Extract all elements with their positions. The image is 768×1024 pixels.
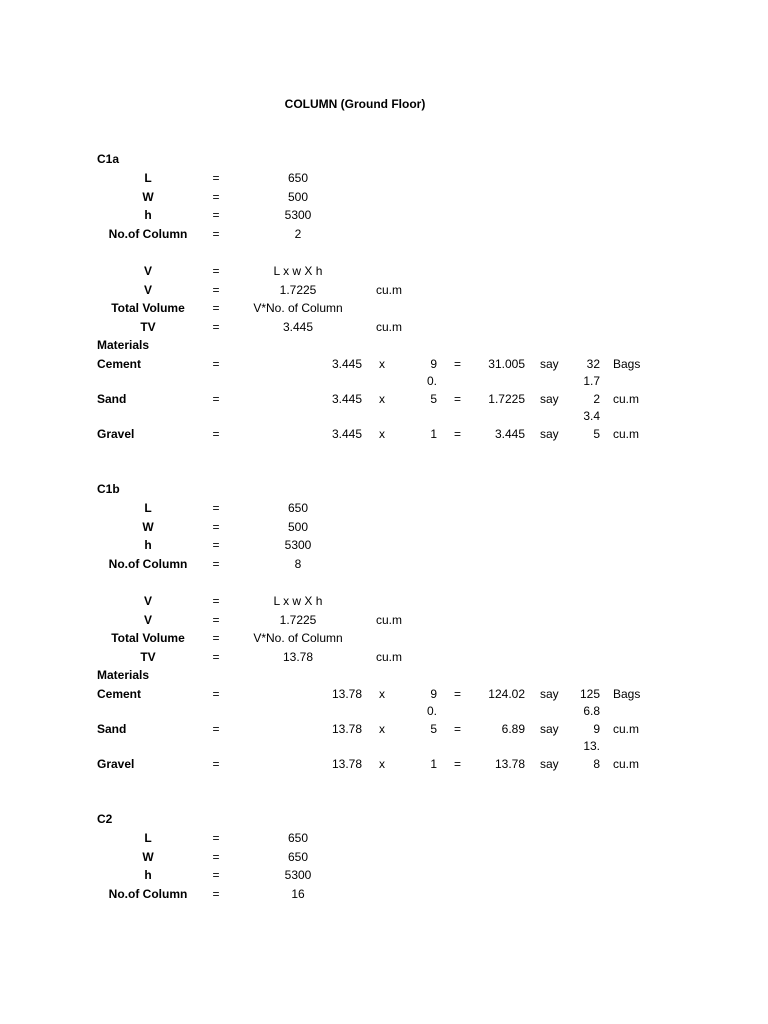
section-heading: C1b	[97, 482, 120, 496]
dim-label: No.of Column	[108, 886, 188, 901]
say-label: say	[540, 357, 559, 371]
dim-label: L	[144, 831, 152, 845]
dim-value: 500	[287, 189, 309, 204]
dim-label: W	[142, 519, 154, 534]
unit-label: cu.m	[376, 612, 403, 627]
material-rounded: 125	[579, 687, 600, 701]
material-volume: 3.445	[331, 357, 362, 371]
calc-label: V	[143, 594, 153, 608]
calc-label: TV	[140, 319, 156, 334]
material-unit: cu.m	[613, 427, 640, 441]
material-unit: cu.m	[613, 392, 640, 406]
material-volume: 13.78	[331, 722, 362, 736]
equals-sign: =	[212, 264, 220, 278]
material-result: 3.445	[494, 427, 525, 441]
wrapped-factor-text: 0.	[426, 374, 437, 388]
material-name: Gravel	[97, 757, 135, 771]
unit-label: cu.m	[376, 649, 403, 664]
equals-sign: =	[454, 427, 462, 441]
dim-value: 16	[291, 886, 305, 901]
material-name: Cement	[97, 357, 142, 371]
calc-label: TV	[140, 649, 156, 664]
material-result: 31.005	[488, 357, 525, 371]
material-result: 1.7225	[488, 392, 525, 406]
material-unit: Bags	[613, 687, 641, 701]
material-name: Sand	[97, 722, 127, 736]
material-volume: 13.78	[331, 757, 362, 771]
equals-sign: =	[212, 556, 220, 571]
dim-label: h	[144, 538, 152, 552]
equals-sign: =	[212, 282, 220, 297]
material-rounded: 5	[593, 427, 600, 441]
material-volume: 3.445	[331, 392, 362, 406]
material-unit: cu.m	[613, 757, 640, 771]
equals-sign: =	[212, 722, 220, 736]
equals-sign: =	[212, 208, 220, 222]
multiply-sign: x	[379, 722, 385, 736]
materials-heading: Materials	[97, 338, 150, 352]
material-rounded: 32	[586, 357, 600, 371]
wrapped-rounded-text: 13.	[583, 739, 600, 753]
dim-value: 5300	[284, 208, 312, 222]
material-unit: cu.m	[613, 722, 640, 736]
materials-heading: Materials	[97, 668, 150, 682]
equals-sign: =	[212, 519, 220, 534]
equals-sign: =	[212, 501, 220, 515]
dim-value: 650	[287, 849, 309, 864]
equals-sign: =	[212, 594, 220, 608]
wrapped-rounded-text: 3.4	[583, 409, 600, 423]
unit-label: cu.m	[376, 319, 403, 334]
material-unit: Bags	[613, 357, 641, 371]
wrapped-rounded-text: 6.8	[583, 704, 600, 718]
dim-value: 5300	[284, 868, 312, 882]
equals-sign: =	[212, 649, 220, 664]
calc-value: L x w X h	[273, 594, 323, 608]
equals-sign: =	[212, 631, 220, 645]
say-label: say	[540, 687, 559, 701]
material-result: 124.02	[488, 687, 525, 701]
dim-label: h	[144, 208, 152, 222]
dim-label: L	[144, 501, 152, 515]
equals-sign: =	[212, 886, 220, 901]
multiply-sign: x	[379, 357, 385, 371]
calc-label: V	[143, 264, 153, 278]
say-label: say	[540, 427, 559, 441]
material-name: Sand	[97, 392, 127, 406]
say-label: say	[540, 392, 559, 406]
calc-value: 1.7225	[279, 612, 317, 627]
calc-value: V*No. of Column	[253, 301, 343, 315]
dim-label: W	[142, 849, 154, 864]
dim-value: 2	[294, 226, 302, 241]
calc-value: V*No. of Column	[253, 631, 343, 645]
section-heading: C1a	[97, 152, 120, 166]
calc-value: 3.445	[282, 319, 314, 334]
unit-label: cu.m	[376, 282, 403, 297]
dim-value: 650	[287, 501, 309, 515]
equals-sign: =	[212, 687, 220, 701]
calc-label: V	[143, 282, 153, 297]
multiply-sign: x	[379, 757, 385, 771]
equals-sign: =	[212, 319, 220, 334]
dim-label: No.of Column	[108, 556, 188, 571]
equals-sign: =	[454, 357, 462, 371]
equals-sign: =	[212, 831, 220, 845]
dim-value: 650	[287, 171, 309, 185]
calc-value: 13.78	[282, 649, 314, 664]
calc-label: Total Volume	[111, 301, 185, 315]
calc-label: Total Volume	[111, 631, 185, 645]
dim-label: h	[144, 868, 152, 882]
material-volume: 13.78	[331, 687, 362, 701]
material-factor: 9	[430, 687, 437, 701]
material-name: Gravel	[97, 427, 135, 441]
material-volume: 3.445	[331, 427, 362, 441]
page-title: COLUMN (Ground Floor)	[284, 97, 426, 111]
material-factor: 9	[430, 357, 437, 371]
dim-label: W	[142, 189, 154, 204]
dim-value: 650	[287, 831, 309, 845]
calc-value: 1.7225	[279, 282, 317, 297]
material-factor: 1	[430, 427, 437, 441]
equals-sign: =	[454, 392, 462, 406]
say-label: say	[540, 722, 559, 736]
material-name: Cement	[97, 687, 142, 701]
material-factor: 5	[430, 392, 437, 406]
equals-sign: =	[212, 538, 220, 552]
say-label: say	[540, 757, 559, 771]
equals-sign: =	[454, 687, 462, 701]
material-factor: 5	[430, 722, 437, 736]
dim-value: 8	[294, 556, 302, 571]
multiply-sign: x	[379, 427, 385, 441]
dim-value: 5300	[284, 538, 312, 552]
equals-sign: =	[212, 757, 220, 771]
material-factor: 1	[430, 757, 437, 771]
material-rounded: 9	[593, 722, 600, 736]
equals-sign: =	[212, 357, 220, 371]
equals-sign: =	[212, 612, 220, 627]
wrapped-factor-text: 0.	[426, 704, 437, 718]
equals-sign: =	[212, 868, 220, 882]
material-rounded: 2	[593, 392, 600, 406]
equals-sign: =	[212, 189, 220, 204]
calc-label: V	[143, 612, 153, 627]
equals-sign: =	[212, 849, 220, 864]
equals-sign: =	[454, 757, 462, 771]
dim-label: No.of Column	[108, 226, 188, 241]
equals-sign: =	[212, 171, 220, 185]
equals-sign: =	[212, 301, 220, 315]
equals-sign: =	[212, 226, 220, 241]
material-rounded: 8	[593, 757, 600, 771]
equals-sign: =	[212, 427, 220, 441]
material-result: 13.78	[494, 757, 525, 771]
wrapped-rounded-text: 1.7	[583, 374, 600, 388]
multiply-sign: x	[379, 392, 385, 406]
multiply-sign: x	[379, 687, 385, 701]
equals-sign: =	[454, 722, 462, 736]
equals-sign: =	[212, 392, 220, 406]
dim-label: L	[144, 171, 152, 185]
dim-value: 500	[287, 519, 309, 534]
section-heading: C2	[97, 812, 113, 826]
material-result: 6.89	[501, 722, 525, 736]
calc-value: L x w X h	[273, 264, 323, 278]
